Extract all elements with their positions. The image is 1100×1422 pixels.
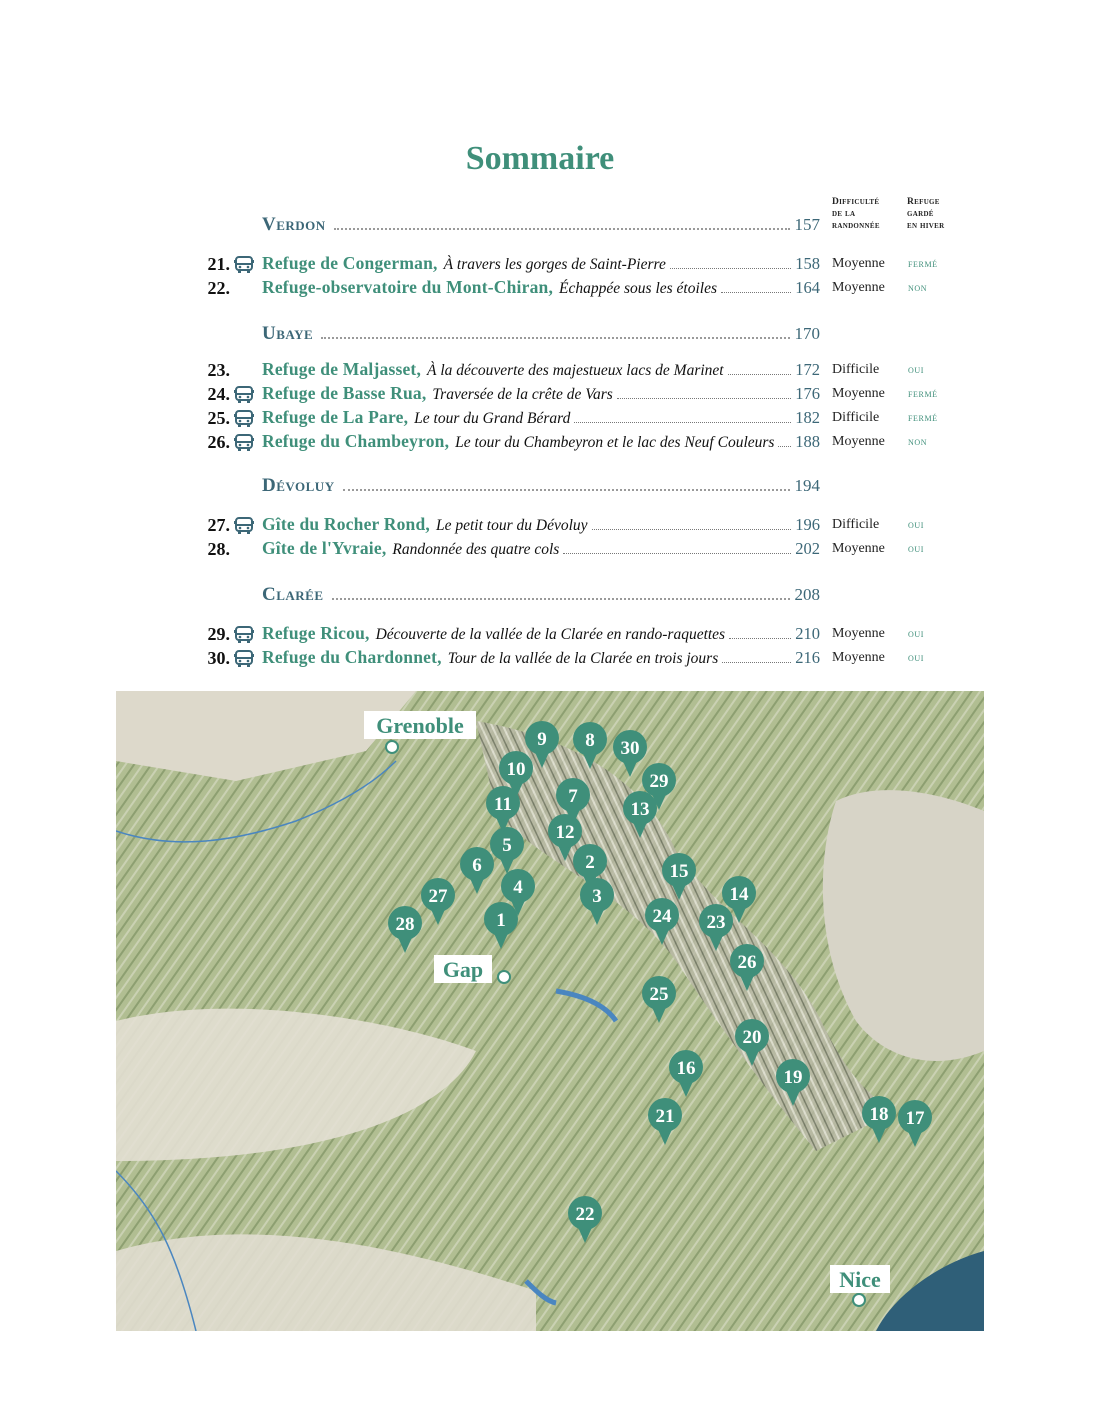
city-dot <box>498 971 510 983</box>
toc-entry[interactable] <box>200 431 980 455</box>
section-devoluy[interactable] <box>262 475 820 499</box>
hike-description: À travers les gorges de Saint-Pierre <box>443 256 666 273</box>
winter-status: oui <box>908 519 925 531</box>
hike-description: Échappée sous les étoiles <box>559 280 718 297</box>
entry-title-line <box>262 514 820 535</box>
bus-icon <box>234 410 254 428</box>
leader-dots <box>729 638 791 639</box>
leader-dots <box>617 398 791 399</box>
winter-status: oui <box>908 652 925 664</box>
toc-entry[interactable] <box>200 359 980 383</box>
pin-number: 22 <box>575 1204 595 1225</box>
entry-number: 27. <box>207 515 230 535</box>
entry-number: 28. <box>207 539 230 559</box>
hike-description: Traversée de la crête de Vars <box>432 386 613 403</box>
refuge-name: Refuge-observatoire du Mont-Chiran, <box>262 277 554 297</box>
difficulty-header-line: randonnée <box>832 221 880 231</box>
entry-title-line <box>262 407 820 428</box>
pin-number: 11 <box>494 794 512 815</box>
city-dot <box>853 1294 865 1306</box>
hike-description: Tour de la vallée de la Clarée en trois jours <box>447 650 719 667</box>
pin-number: 4 <box>513 877 523 898</box>
section-page: 194 <box>794 476 820 495</box>
section-page: 208 <box>794 585 820 604</box>
difficulty-column-header <box>832 196 880 232</box>
entry-number: 21. <box>207 254 230 274</box>
leader-dots <box>574 422 791 423</box>
pin-number: 10 <box>506 759 526 780</box>
winter-status: fermé <box>908 412 938 424</box>
bus-icon <box>234 434 254 452</box>
pin-number: 25 <box>649 984 669 1005</box>
entry-title-line <box>262 277 820 298</box>
winter-header-line: Refuge <box>907 197 940 207</box>
refuge-name: Refuge de Basse Rua, <box>262 383 427 403</box>
entry-number: 22. <box>207 278 230 298</box>
entry-page: 172 <box>795 360 820 379</box>
entry-title-line <box>262 623 820 644</box>
toc-entry[interactable] <box>200 538 980 562</box>
difficulty-value: Difficile <box>832 410 880 425</box>
city-label: Grenoble <box>376 713 464 738</box>
refuge-name: Gîte du Rocher Rond, <box>262 514 430 534</box>
entry-page: 210 <box>795 624 820 643</box>
section-ubaye[interactable] <box>262 323 820 347</box>
winter-status: fermé <box>908 258 938 270</box>
entry-title-line <box>262 647 820 668</box>
winter-status: oui <box>908 543 925 555</box>
pin-number: 1 <box>496 910 506 931</box>
pin-number: 17 <box>905 1108 925 1129</box>
entry-number: 29. <box>207 624 230 644</box>
pin-number: 20 <box>742 1027 762 1048</box>
pin-number: 23 <box>706 912 726 933</box>
pin-number: 27 <box>428 886 448 907</box>
pin-number: 7 <box>568 786 578 807</box>
winter-status: fermé <box>908 388 938 400</box>
difficulty-value: Moyenne <box>832 256 885 271</box>
region-map <box>116 691 984 1331</box>
toc-entry[interactable] <box>200 623 980 647</box>
refuge-name: Refuge Ricou, <box>262 623 370 643</box>
entry-title-line <box>262 538 820 559</box>
difficulty-value: Moyenne <box>832 626 885 641</box>
pin-number: 16 <box>676 1058 696 1079</box>
entry-number: 25. <box>207 408 230 428</box>
pin-number: 30 <box>620 738 640 759</box>
city-label: Gap <box>442 957 484 982</box>
pin-number: 3 <box>592 886 602 907</box>
pin-number: 5 <box>502 835 512 856</box>
entry-page: 176 <box>795 384 820 403</box>
entry-title-line <box>262 431 820 452</box>
section-name: Dévoluy <box>262 475 335 496</box>
difficulty-header-line: de la <box>832 209 856 219</box>
leader-dots <box>343 489 790 491</box>
pin-number: 2 <box>585 852 595 873</box>
difficulty-value: Difficile <box>832 362 880 377</box>
leader-dots <box>334 228 790 230</box>
winter-status: oui <box>908 364 925 376</box>
leader-dots <box>728 374 792 375</box>
entry-page: 202 <box>795 539 820 558</box>
hike-description: Le tour du Chambeyron et le lac des Neuf Couleurs <box>455 434 775 451</box>
entry-page: 216 <box>795 648 820 667</box>
entry-title-line <box>262 383 820 404</box>
winter-status: oui <box>908 628 925 640</box>
difficulty-value: Moyenne <box>832 434 885 449</box>
pin-number: 14 <box>729 884 749 905</box>
leader-dots <box>670 268 791 269</box>
section-name: Verdon <box>262 214 326 235</box>
winter-status: non <box>908 436 928 448</box>
pin-number: 28 <box>395 914 415 935</box>
refuge-name: Refuge du Chardonnet, <box>262 647 442 667</box>
page-title: Sommaire <box>465 140 615 177</box>
refuge-name: Refuge de Congerman, <box>262 253 438 273</box>
map-svg <box>116 691 984 1331</box>
entry-number: 24. <box>207 384 230 404</box>
winter-header-line: en hiver <box>907 221 945 231</box>
entry-number: 23. <box>207 360 230 380</box>
entry-page: 164 <box>795 278 820 297</box>
entry-page: 182 <box>795 408 820 427</box>
pin-number: 12 <box>555 822 575 843</box>
pin-number: 29 <box>649 771 669 792</box>
entry-number: 30. <box>207 648 230 668</box>
hike-description: Découverte de la vallée de la Clarée en rando-raquettes <box>375 626 726 643</box>
bus-icon <box>234 517 254 535</box>
difficulty-value: Difficile <box>832 517 880 532</box>
hike-description: À la découverte des majestueux lacs de Marinet <box>427 362 724 379</box>
difficulty-header-line: Difficulté <box>832 197 880 207</box>
entry-number: 26. <box>207 432 230 452</box>
leader-dots <box>332 598 790 600</box>
entry-page: 158 <box>795 254 820 273</box>
pin-number: 26 <box>737 952 757 973</box>
bus-icon <box>234 256 254 274</box>
difficulty-value: Moyenne <box>832 280 885 295</box>
leader-dots <box>592 529 792 530</box>
difficulty-value: Moyenne <box>832 386 885 401</box>
leader-dots <box>721 292 791 293</box>
hike-description: Le tour du Grand Bérard <box>414 410 571 427</box>
section-claree[interactable] <box>262 584 820 608</box>
entry-page: 188 <box>795 432 820 451</box>
entry-page: 196 <box>795 515 820 534</box>
leader-dots <box>563 553 791 554</box>
hike-description: Randonnée des quatre cols <box>392 541 560 558</box>
section-page: 170 <box>794 324 820 343</box>
pin-number: 8 <box>585 730 595 751</box>
section-verdon[interactable] <box>262 214 820 238</box>
bus-icon <box>234 650 254 668</box>
toc-entry[interactable] <box>200 383 980 407</box>
refuge-name: Refuge de Maljasset, <box>262 359 422 379</box>
pin-number: 9 <box>537 729 547 750</box>
difficulty-value: Moyenne <box>832 650 885 665</box>
toc-entry[interactable] <box>200 253 980 277</box>
refuge-name: Gîte de l'Yvraie, <box>262 538 387 558</box>
leader-dots <box>722 662 791 663</box>
pin-number: 18 <box>869 1104 889 1125</box>
entry-title-line <box>262 359 820 380</box>
leader-dots <box>321 337 789 339</box>
hike-description: Le petit tour du Dévoluy <box>436 517 588 534</box>
bus-icon <box>234 626 254 644</box>
winter-status: non <box>908 282 928 294</box>
entry-title-line <box>262 253 820 274</box>
section-name: Clarée <box>262 584 324 605</box>
toc-entry[interactable] <box>200 407 980 431</box>
city-label: Nice <box>839 1267 881 1292</box>
refuge-name: Refuge de La Pare, <box>262 407 409 427</box>
refuge-name: Refuge du Chambeyron, <box>262 431 450 451</box>
pin-number: 24 <box>652 906 672 927</box>
section-name: Ubaye <box>262 323 314 344</box>
winter-header-line: gardé <box>907 209 934 219</box>
pin-number: 19 <box>783 1067 803 1088</box>
pin-number: 21 <box>655 1106 675 1127</box>
winter-column-header <box>907 196 944 232</box>
leader-dots <box>778 446 791 447</box>
pin-number: 13 <box>630 799 650 820</box>
pin-number: 6 <box>472 855 482 876</box>
bus-icon <box>234 386 254 404</box>
section-page: 157 <box>794 215 820 234</box>
toc-entry[interactable] <box>200 277 980 301</box>
difficulty-value: Moyenne <box>832 541 885 556</box>
city-dot <box>386 741 398 753</box>
toc-entry[interactable] <box>200 647 980 671</box>
toc-entry[interactable] <box>200 514 980 538</box>
pin-number: 15 <box>669 861 689 882</box>
